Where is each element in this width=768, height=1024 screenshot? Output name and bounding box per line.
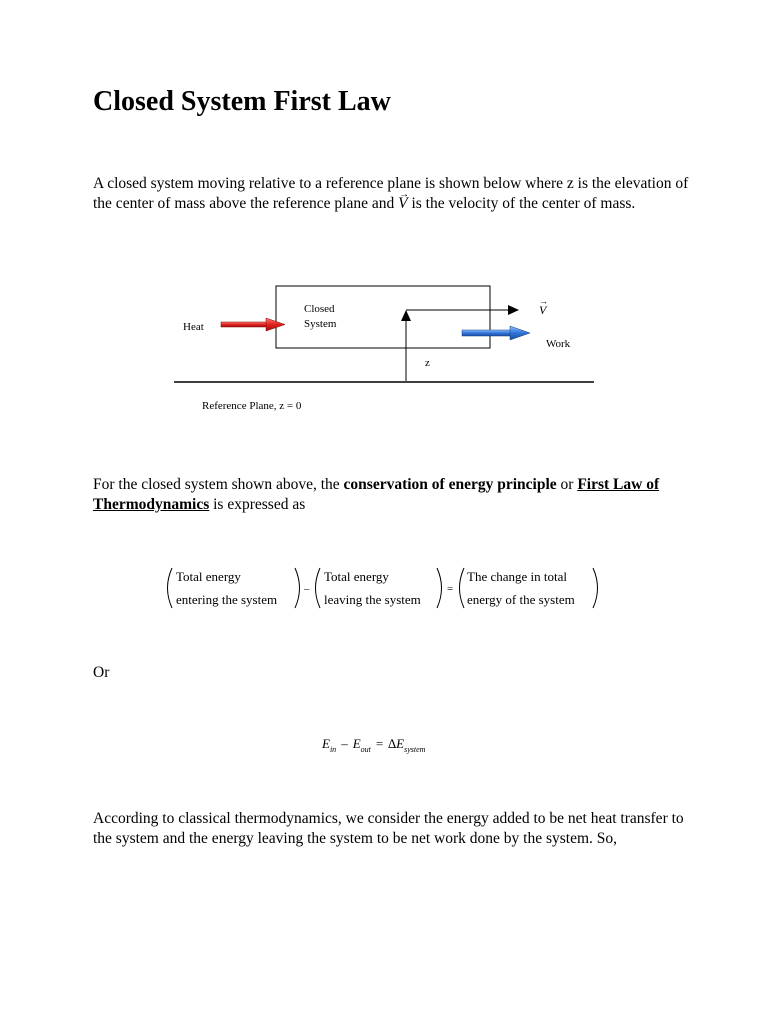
eq2-delta-e: ∆E [388, 736, 405, 751]
first-law-paragraph [93, 475, 693, 514]
right-paren-1 [295, 568, 300, 608]
heat-arrow [221, 318, 285, 331]
para2-mid: or [560, 476, 574, 493]
para2-tail: is expressed as [213, 495, 306, 513]
eq1-minus: – [304, 583, 310, 595]
system-box [276, 286, 490, 348]
velocity-vector-mark: → [539, 296, 548, 306]
left-paren-2 [316, 568, 321, 608]
eq2-minus: – [341, 736, 348, 751]
left-paren-3 [460, 568, 465, 608]
eq1-term1-line1: Total energy [176, 569, 241, 584]
velocity-symbol: → V [398, 194, 407, 214]
eq2-sub-out: out [360, 745, 371, 754]
intro-text-2: is the velocity of the center of mass. [411, 194, 636, 212]
heat-label: Heat [183, 321, 204, 333]
eq1-term3-line2: energy of the system [467, 592, 575, 607]
energy-balance-equation [160, 560, 610, 620]
velocity-arrow [406, 305, 519, 315]
energy-equation-symbolic [318, 730, 458, 760]
z-label: z [425, 357, 430, 369]
work-arrow [462, 326, 530, 340]
eq1-term2-line1: Total energy [324, 569, 389, 584]
eq2-sub-system: system [404, 745, 426, 754]
para2-lead: For the closed system shown above, the [93, 476, 340, 493]
intro-text-1: A closed system moving relative to a reference plane is shown below where z is the elevation of the center of mass above the reference plane and [93, 175, 689, 212]
box-label-system: System [304, 318, 337, 330]
work-label: Work [546, 338, 571, 350]
intro-paragraph [93, 174, 693, 213]
eq2-equals: = [375, 736, 384, 751]
eq1-equals: = [447, 583, 454, 595]
eq1-term2-line2: leaving the system [324, 592, 421, 607]
reference-plane-label: Reference Plane, z = 0 [202, 400, 302, 412]
first-law-link[interactable]: First Law of Thermodynamics [93, 476, 660, 513]
closed-system-diagram [170, 280, 610, 420]
conservation-phrase: conservation of energy principle [343, 476, 557, 493]
eq1-term1-line2: entering the system [176, 592, 278, 607]
eq2-sub-in: in [329, 745, 337, 754]
eq1-term3-line1: The change in total [467, 569, 567, 584]
classical-paragraph: According to classical thermodynamics, we consider the energy added to be net heat transfer to the system and the energy leaving the system to be net work done by the system. So, [93, 810, 684, 847]
left-paren-1 [168, 568, 173, 608]
z-arrow [401, 310, 411, 381]
box-label-closed: Closed [304, 303, 335, 315]
eq2-e-out: E [352, 736, 361, 751]
eq2-e-in: E [322, 736, 330, 751]
right-paren-2 [437, 568, 442, 608]
right-paren-3 [593, 568, 598, 608]
svg-text:Ein–Eout=∆Esystem [321, 736, 426, 754]
or-text: Or [93, 664, 110, 681]
velocity-label: V [539, 303, 547, 317]
page-title: Closed System First Law [93, 86, 391, 117]
